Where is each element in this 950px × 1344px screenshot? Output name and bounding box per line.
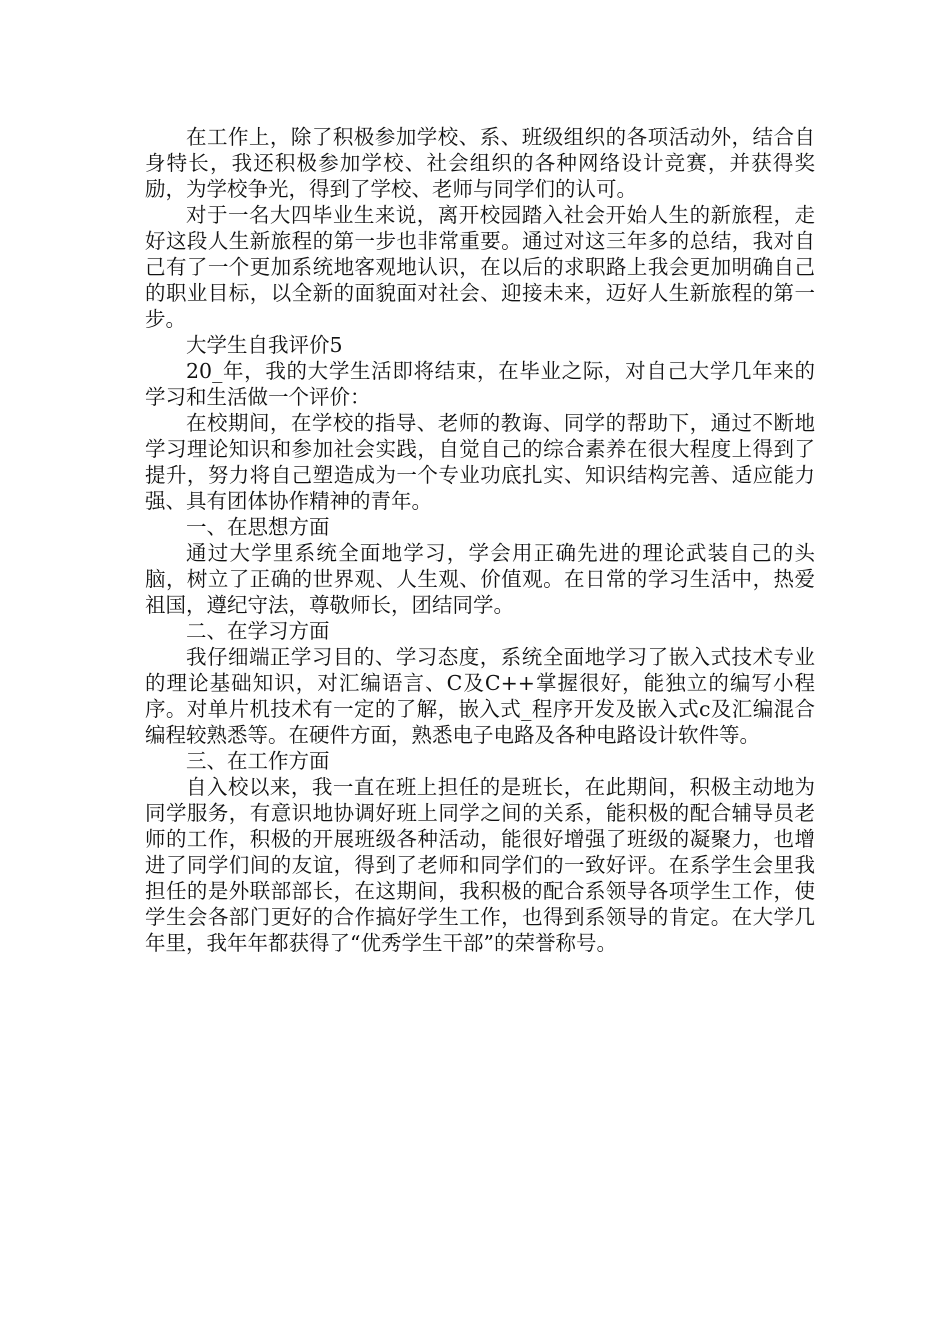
document-body [145,124,815,956]
paragraph-intro: 20_年，我的大学生活即将结束，在毕业之际，对自己大学几年来的学习和生活做一个评价： [145,359,815,409]
paragraph-thought: 通过大学里系统全面地学习，学会用正确先进的理论武装自己的头脑，树立了正确的世界观、人生观、价值观。在日常的学习生活中，热爱祖国，遵纪守法，尊敬师长，团结同学。 [145,541,815,617]
heading-thought: 一、在思想方面 [186,515,330,539]
heading-study: 二、在学习方面 [186,619,330,643]
paragraph-study: 我仔细端正学习目的、学习态度，系统全面地学习了嵌入式技术专业的理论基础知识，对汇编语言、C及C++掌握很好，能独立的编写小程序。对单片机技术有一定的了解，嵌入式_程序开发及嵌入式c及汇编混合编程较熟悉等。在硬件方面，熟悉电子电路及各种电路设计软件等。 [145,645,815,747]
section-title-self-evaluation-5: 大学生自我评价5 [186,333,343,357]
paragraph-work-activities: 在工作上，除了积极参加学校、系、班级组织的各项活动外，结合自身特长，我还积极参加学校、社会组织的各种网络设计竞赛，并获得奖励，为学校争光，得到了学校、老师与同学们的认可。 [145,125,815,201]
heading-work: 三、在工作方面 [186,749,330,773]
paragraph-school-period: 在校期间，在学校的指导、老师的教诲、同学的帮助下，通过不断地学习理论知识和参加社会实践，自觉自己的综合素养在很大程度上得到了提升，努力将自己塑造成为一个专业功底扎实、知识结构完善、适应能力强、具有团体协作精神的青年。 [145,411,815,513]
paragraph-work: 自入校以来，我一直在班上担任的是班长，在此期间，积极主动地为同学服务，有意识地协调好班上同学之间的关系，能积极的配合辅导员老师的工作，积极的开展班级各种活动，能很好增强了班级的凝聚力，也增进了同学们间的友谊，得到了老师和同学们的一致好评。在系学生会里我担任的是外联部部长，在这期间，我积极的配合系领导各项学生工作，使学生会各部门更好的合作搞好学生工作，也得到系领导的肯定。在大学几年里，我年年都获得了“优秀学生干部”的荣誉称号。 [145,775,815,955]
paragraph-graduate-outlook: 对于一名大四毕业生来说，离开校园踏入社会开始人生的新旅程，走好这段人生新旅程的第一步也非常重要。通过对这三年多的总结，我对自己有了一个更加系统地客观地认识，在以后的求职路上我会更加明确自己的职业目标，以全新的面貌面对社会、迎接未来，迈好人生新旅程的第一步。 [145,203,815,331]
